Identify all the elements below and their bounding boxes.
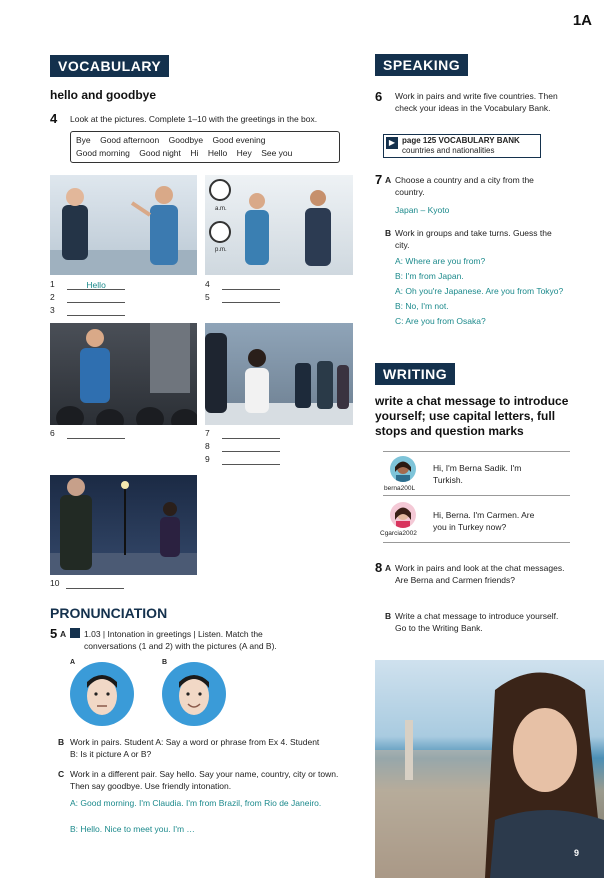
- picture-b-label: B: [162, 659, 168, 666]
- answer-number: 7: [205, 428, 210, 438]
- answer-row-1: [50, 278, 125, 290]
- answer-row-6: [50, 427, 125, 439]
- writing-subtitle: write a chat message to introduce yourself; use capital letters, full stops and question marks: [375, 394, 569, 438]
- exercise-5b-letter: B: [58, 737, 65, 747]
- chat-divider: [383, 451, 570, 452]
- audio-icon[interactable]: [70, 628, 80, 638]
- people-waving-illustration: [50, 175, 197, 275]
- vocabulary-bank-link: page 125 VOCABULARY BANK: [402, 136, 520, 145]
- dialog-line: A: Oh you're Japanese. Are you from Tokyo?: [395, 286, 564, 296]
- picture-a-label: A: [70, 659, 76, 666]
- answer-4-field[interactable]: [222, 279, 280, 290]
- exercise-6-instructions: Work in pairs and write five countries. Then check your ideas in the Vocabulary Bank.: [395, 91, 558, 113]
- exercise-5a-instructions: 1.03 | Intonation in greetings | Listen. Match the conversations (1 and 2) with the pictures (A and B).: [84, 629, 277, 651]
- vocabulary-bank-topic: countries and nationalities: [402, 146, 495, 155]
- group-of-friends-illustration: [205, 323, 353, 425]
- answer-7-field[interactable]: [222, 428, 280, 439]
- carmen-avatar: [390, 502, 416, 528]
- answer-9-field[interactable]: [222, 454, 280, 465]
- answer-6-field[interactable]: [67, 428, 125, 439]
- pronunciation-heading: PRONUNCIATION: [50, 605, 168, 621]
- answer-row-7: [205, 427, 280, 439]
- picture-night-goodbye: [50, 475, 197, 575]
- answer-2-field[interactable]: [67, 292, 125, 303]
- exercise-7b-instructions: Work in groups and take turns. Guess the city.: [395, 228, 552, 250]
- clock-pm-label: p.m.: [215, 247, 227, 253]
- night-street-illustration: [50, 475, 197, 575]
- answer-row-8: [205, 440, 280, 452]
- answer-1-field[interactable]: Hello: [67, 279, 125, 290]
- answer-row-2: [50, 291, 125, 303]
- exercise-5a-letter: A: [60, 629, 67, 639]
- answer-row-9: [205, 453, 280, 465]
- answer-number: 1: [50, 279, 55, 289]
- writing-banner: WRITING: [375, 363, 455, 385]
- berna-message: Hi, I'm Berna Sadik. I'm Turkish.: [433, 463, 522, 485]
- unit-label: 1A: [572, 12, 592, 29]
- picture-speaker-on-stage: [50, 323, 197, 425]
- answer-number: 9: [205, 454, 210, 464]
- clock-am-label: a.m.: [215, 206, 227, 212]
- exercise-5c-letter: C: [58, 769, 65, 779]
- dialog-line: C: Are you from Osaka?: [395, 316, 486, 326]
- exercise-4-instructions: Look at the pictures. Complete 1–10 with the greetings in the box.: [70, 114, 318, 124]
- answer-row-5: [205, 291, 280, 303]
- exercise-8a-letter: A: [385, 563, 392, 573]
- word-box-line-2: Good morning Good night Hi Hello Hey See you: [76, 148, 293, 158]
- word-box-line-1: Bye Good afternoon Goodbye Good evening: [76, 135, 266, 145]
- woman-avatar-icon: [390, 456, 416, 482]
- exercise-7a-letter: A: [385, 175, 392, 185]
- vocabulary-bank-reference[interactable]: [383, 134, 541, 158]
- photo-woman-istanbul: [375, 660, 604, 878]
- answer-number: 8: [205, 441, 210, 451]
- clocks-and-people-illustration: [205, 175, 353, 275]
- carmen-username: Cgarcia2002: [380, 530, 417, 537]
- berna-username: berna200L: [384, 485, 416, 492]
- carmen-message: Hi, Berna. I'm Carmen. Are you in Turkey now?: [433, 510, 535, 532]
- face-picture-b: [162, 662, 226, 726]
- example-dialog-line-2: B: Hello. Nice to meet you. I'm …: [70, 824, 195, 834]
- answer-row-3: [50, 304, 125, 316]
- dialog-line: B: I'm from Japan.: [395, 271, 464, 281]
- answer-5-field[interactable]: [222, 292, 280, 303]
- exercise-6-number: 6: [375, 89, 383, 104]
- exercise-4-number: 4: [50, 111, 58, 126]
- answer-3-field[interactable]: [67, 305, 125, 316]
- chat-divider: [383, 542, 570, 543]
- picture-goodbye-clock: [205, 175, 353, 275]
- answer-number: 5: [205, 292, 210, 302]
- woman-avatar-icon: [390, 502, 416, 528]
- vocabulary-subtitle: hello and goodbye: [50, 88, 157, 102]
- exercise-5b-instructions: Work in pairs. Student A: Say a word or phrase from Ex 4. Student B: Is it picture A or B?: [70, 737, 320, 759]
- example-dialog-line-1: A: Good morning. I'm Claudia. I'm from Brazil, from Rio de Janeiro.: [70, 798, 322, 808]
- exercise-8-number: 8: [375, 560, 383, 575]
- exercise-7-example: Japan – Kyoto: [395, 205, 450, 215]
- man-face-smiling-illustration: [162, 662, 226, 726]
- answer-number: 6: [50, 428, 55, 438]
- arrow-right-icon: ▶: [386, 137, 398, 149]
- exercise-7-number: 7: [375, 172, 383, 187]
- answer-number: 10: [50, 578, 60, 588]
- answer-8-field[interactable]: [222, 441, 280, 452]
- vocabulary-banner: VOCABULARY: [50, 55, 169, 77]
- answer-row-10: [50, 577, 124, 589]
- page-number: 9: [574, 848, 580, 858]
- exercise-5-number: 5: [50, 626, 58, 641]
- answer-number: 2: [50, 292, 55, 302]
- exercise-8a-instructions: Work in pairs and look at the chat messages. Are Berna and Carmen friends?: [395, 563, 565, 585]
- speaker-audience-illustration: [50, 323, 197, 425]
- face-picture-a: [70, 662, 134, 726]
- exercise-8b-letter: B: [385, 611, 392, 621]
- picture-friends-street: [205, 323, 353, 425]
- greetings-word-box: [70, 131, 340, 163]
- picture-hello-outdoors: [50, 175, 197, 275]
- man-face-neutral-illustration: [70, 662, 134, 726]
- speaking-banner: SPEAKING: [375, 54, 468, 76]
- chat-divider: [383, 495, 570, 496]
- exercise-7a-instructions: Choose a country and a city from the country.: [395, 175, 534, 197]
- exercise-8b-instructions: Write a chat message to introduce yourself. Go to the Writing Bank.: [395, 611, 559, 633]
- guess-city-dialog: [395, 255, 570, 327]
- answer-row-4: [205, 278, 280, 290]
- exercise-7b-letter: B: [385, 228, 392, 238]
- dialog-line: B: No, I'm not.: [395, 301, 449, 311]
- answer-10-field[interactable]: [66, 578, 124, 589]
- dialog-line: A: Where are you from?: [395, 256, 486, 266]
- berna-avatar: [390, 456, 416, 482]
- woman-city-view-photo: [375, 660, 604, 878]
- exercise-5c-instructions: Work in a different pair. Say hello. Say your name, country, city or town. Then say goodbye. Use friendly intonation.: [70, 769, 339, 791]
- answer-number: 4: [205, 279, 210, 289]
- answer-number: 3: [50, 305, 55, 315]
